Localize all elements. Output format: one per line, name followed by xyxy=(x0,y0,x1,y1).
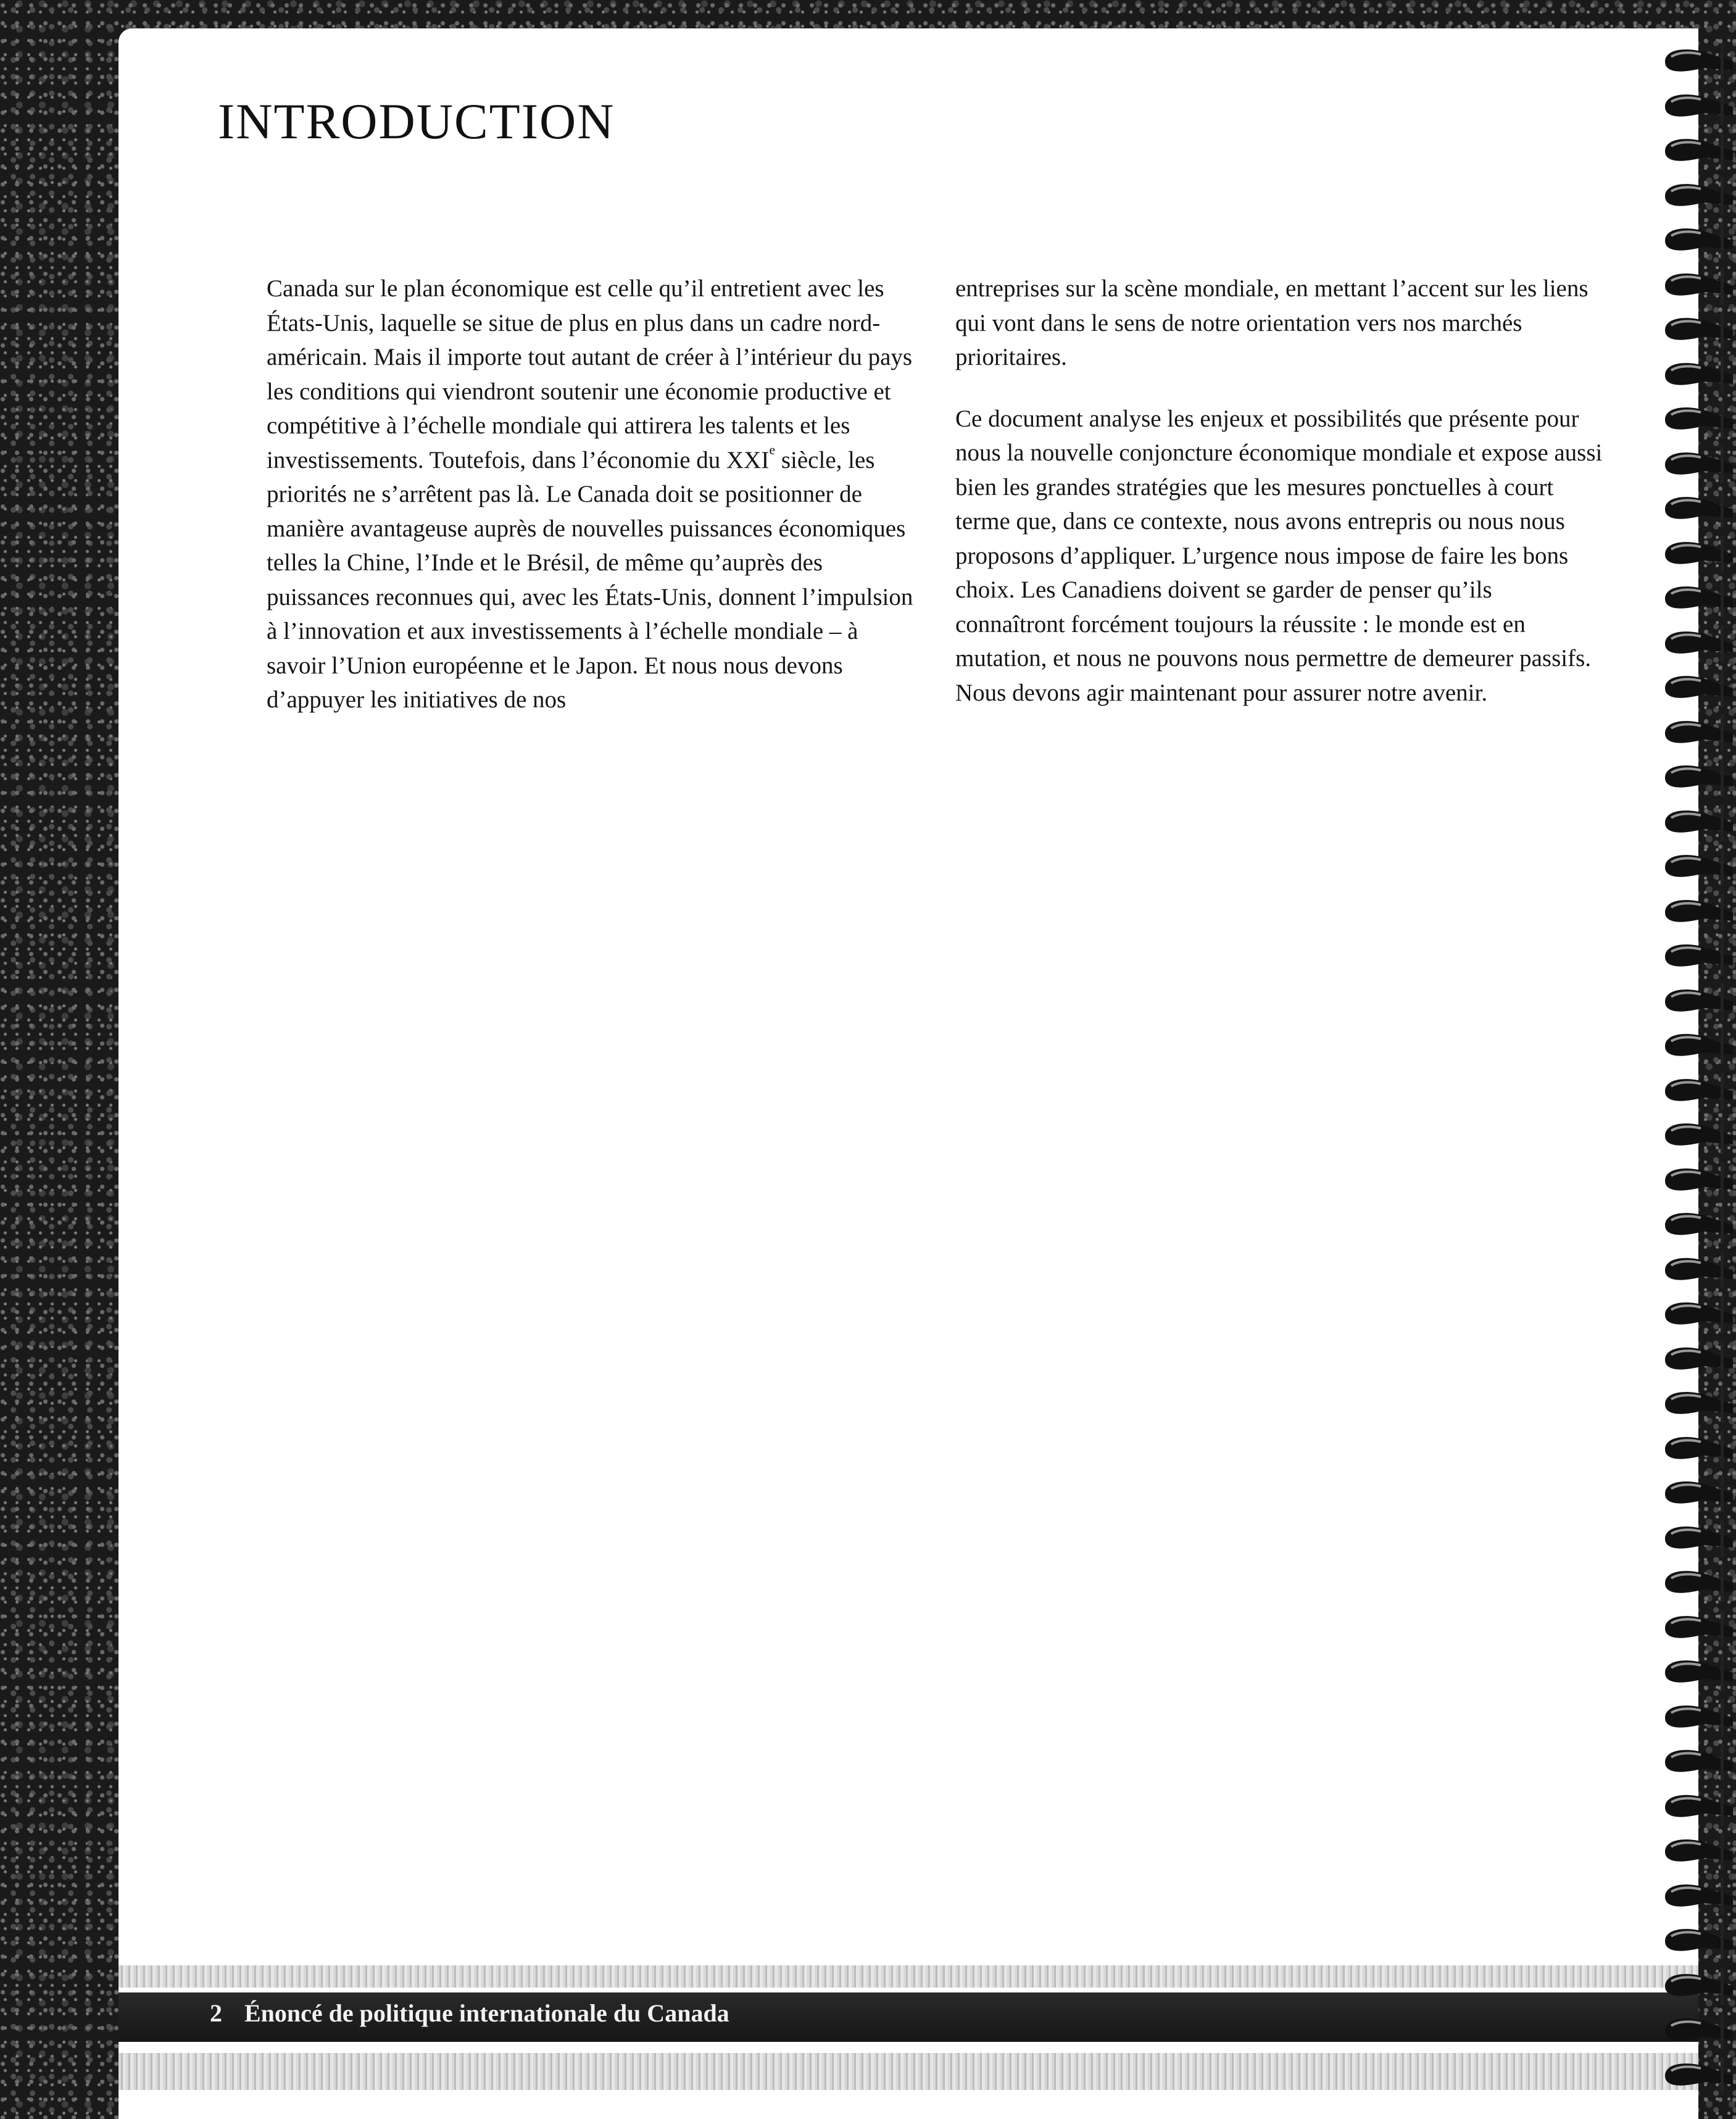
spiral-coil xyxy=(1660,1565,1736,1602)
spiral-coil xyxy=(1660,1520,1736,1557)
spiral-coil xyxy=(1660,43,1736,80)
footer-texture-bottom xyxy=(118,2053,1698,2090)
spiral-coil xyxy=(1660,759,1736,796)
spiral-coil xyxy=(1660,1833,1736,1870)
spiral-coil xyxy=(1660,178,1736,215)
spiral-coil xyxy=(1660,1028,1736,1065)
spiral-coil xyxy=(1660,1431,1736,1468)
footer-document-title: Énoncé de politique internationale du Canada xyxy=(244,1999,729,2027)
spiral-coil xyxy=(1660,983,1736,1020)
spiral-coil xyxy=(1660,1923,1736,1960)
spiral-coil xyxy=(1660,401,1736,438)
spiral-coil xyxy=(1660,1117,1736,1154)
footer-texture-top xyxy=(118,1965,1698,1988)
spiral-coil xyxy=(1660,804,1736,841)
spiral-coil xyxy=(1660,133,1736,170)
spiral-coil xyxy=(1660,446,1736,483)
spiral-coil xyxy=(1660,1252,1736,1289)
page-number: 2 xyxy=(210,1999,222,2027)
spiral-coil xyxy=(1660,1699,1736,1736)
spiral-coil xyxy=(1660,1162,1736,1199)
spiral-coil xyxy=(1660,1475,1736,1512)
spiral-coil xyxy=(1660,312,1736,349)
paragraph-left-1 xyxy=(267,272,915,717)
spiral-coil xyxy=(1660,1341,1736,1378)
spiral-coil xyxy=(1660,357,1736,394)
spiral-coil xyxy=(1660,1610,1736,1647)
spiral-coil xyxy=(1660,267,1736,304)
page-footer xyxy=(210,1999,729,2028)
spiral-binding xyxy=(1660,43,1736,2119)
paragraph-right-2: Ce document analyse les enjeux et possibilités que présente pour nous la nouvelle conjoncture économique mondiale et expose aussi bien les grandes stratégies que les mesures ponctuelles à court terme que, dans ce contexte, nous avons entrepris ou nous nous proposons d’appliquer. L’urgence nous impose de faire les bons choix. Les Canadiens doivent se garder de penser qu’ils connaîtront forcément toujours la réussite : le monde est en mutation, et nous ne pouvons nous permettre de demeurer passifs. Nous devons agir maintenant pour assurer notre avenir. xyxy=(955,405,1603,706)
spiral-coil xyxy=(1660,670,1736,707)
spiral-coil xyxy=(1660,1968,1736,2005)
spiral-coil xyxy=(1660,2057,1736,2094)
spiral-coil xyxy=(1660,1654,1736,1691)
spiral-coil xyxy=(1660,894,1736,931)
spiral-coil xyxy=(1660,580,1736,617)
spiral-coil xyxy=(1660,938,1736,975)
spiral-coil xyxy=(1660,1878,1736,1915)
spiral-coil xyxy=(1660,491,1736,528)
spiral-coil xyxy=(1660,849,1736,886)
spiral-coil xyxy=(1660,715,1736,752)
spiral-coil xyxy=(1660,1207,1736,1244)
text-column-right xyxy=(955,272,1603,737)
spiral-coil xyxy=(1660,222,1736,259)
spiral-coil xyxy=(1660,1073,1736,1110)
paragraph-right-1: entreprises sur la scène mondiale, en mettant l’accent sur les liens qui vont dans le sens de notre orientation vers nos marchés prioritaires. xyxy=(955,275,1589,370)
spiral-coil xyxy=(1660,1386,1736,1423)
paragraph-left-1-text-b: siècle, les priorités ne s’arrêtent pas là. Le Canada doit se positionner de manière avantageuse auprès de nouvelles puissances économiques telles la Chine, l’Inde et le Brésil, de même qu’auprès des puissances reconnues qui, avec les États-Unis, donnent l’impulsion à l’innovation et aux investissements à l’échelle mondiale – à savoir l’Union européenne et le Japon. Et nous nous devons d’appuyer les initiatives de nos xyxy=(267,446,913,713)
spiral-coil xyxy=(1660,1296,1736,1333)
page-title: INTRODUCTION xyxy=(218,93,615,149)
spiral-coil xyxy=(1660,625,1736,662)
spiral-coil xyxy=(1660,1744,1736,1781)
spiral-coil xyxy=(1660,1789,1736,1826)
century-superscript: e xyxy=(769,441,776,457)
spiral-coil xyxy=(1660,536,1736,573)
spiral-coil xyxy=(1660,2012,1736,2049)
paragraph-left-1-text-a: Canada sur le plan économique est celle qu’il entretient avec les États-Unis, laquelle se situe de plus en plus dans un cadre nord-américain. Mais il importe tout autant de créer à l’intérieur du pays les conditions qui viendront soutenir une économie productive et compétitive à l’échelle mondiale qui attirera les talents et les investissements. Toutefois, dans l’économie du XXI xyxy=(267,275,913,473)
spiral-coil xyxy=(1660,88,1736,125)
text-column-left xyxy=(267,272,915,744)
